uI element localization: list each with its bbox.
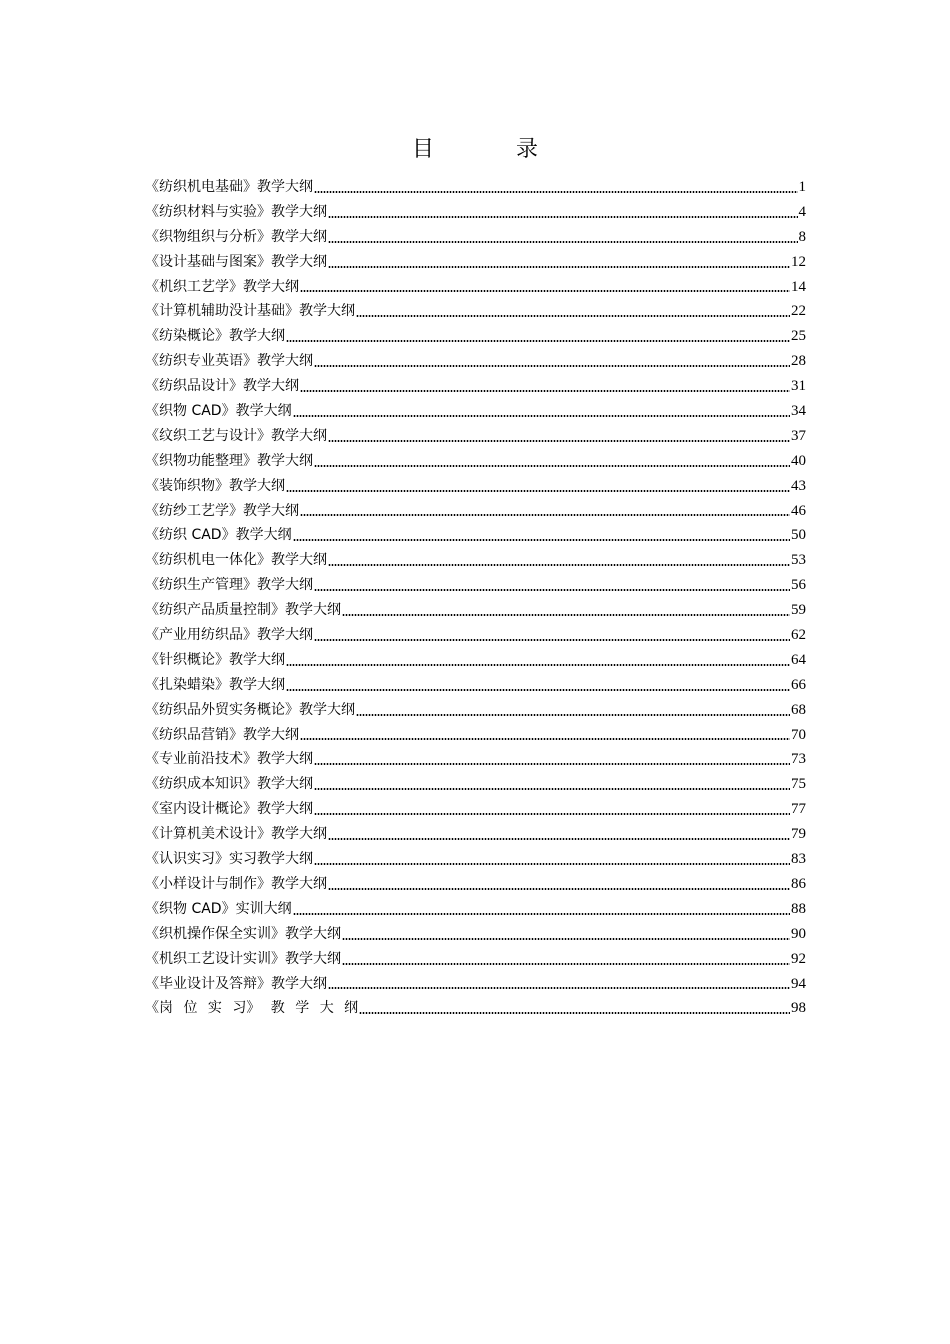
- page-title: 目 录: [411, 137, 568, 162]
- toc-entry[interactable]: [145, 822, 806, 847]
- dot-leader: [356, 315, 790, 317]
- toc-entry[interactable]: [145, 847, 806, 872]
- dot-leader: [342, 938, 790, 940]
- toc-entry-page-number: 1: [798, 179, 806, 195]
- toc-entry-page-number: 12: [791, 253, 806, 270]
- toc-entry-title: 《装饰织物》教学大纲: [145, 477, 285, 494]
- dot-leader: [328, 440, 790, 442]
- toc-entry-title: 《纺织品营销》教学大纲: [145, 726, 299, 743]
- toc-entry-title: 《纺织成本知识》教学大纲: [145, 776, 313, 793]
- toc-entry-title: 《纺织生产管理》教学大纲: [145, 577, 313, 594]
- toc-entry[interactable]: [145, 623, 806, 648]
- toc-entry-page-number: 66: [791, 676, 806, 693]
- dot-leader: [359, 1012, 790, 1014]
- toc-entry-page-number: 62: [791, 627, 806, 644]
- toc-entry-title: 《纺织机电一体化》教学大纲: [145, 552, 327, 569]
- toc-entry[interactable]: [145, 673, 806, 698]
- dot-leader: [314, 191, 798, 193]
- toc-entry-page-number: 86: [791, 875, 806, 892]
- toc-entry[interactable]: [145, 225, 806, 250]
- toc-entry-title: 《纺织产品质量控制》教学大纲: [145, 602, 341, 619]
- toc-entry-title: 《织机操作保全实训》教学大纲: [145, 925, 341, 942]
- toc-entry-page-number: 92: [791, 950, 806, 967]
- toc-entry-title: 《设计基础与图案》教学大纲: [145, 253, 327, 270]
- dot-leader: [300, 390, 790, 392]
- toc-entry-page-number: 59: [791, 602, 806, 619]
- toc-entry[interactable]: [145, 474, 806, 499]
- toc-entry[interactable]: [145, 972, 806, 997]
- dot-leader: [328, 564, 790, 566]
- toc-entry-page-number: 14: [791, 278, 806, 295]
- toc-entry-title: 《计算机辅助没计基础》教学大纲: [145, 303, 355, 320]
- toc-entry-title: 《织物 CAD》教学大纲: [145, 403, 292, 420]
- toc-entry-title: 《纺染概论》教学大纲: [145, 328, 285, 345]
- toc-entry-title: 《纺纱工艺学》教学大纲: [145, 502, 299, 519]
- toc-entry-page-number: 98: [791, 1000, 806, 1017]
- toc-entry-page-number: 88: [791, 900, 806, 917]
- toc-entry[interactable]: [145, 772, 806, 797]
- table-of-contents: [145, 175, 806, 1021]
- toc-entry[interactable]: [145, 349, 806, 374]
- toc-entry-title: 《纺织机电基础》教学大纲: [145, 179, 313, 195]
- toc-entry[interactable]: [145, 449, 806, 474]
- toc-entry[interactable]: [145, 548, 806, 573]
- toc-entry-page-number: 22: [791, 303, 806, 320]
- toc-entry-title: 《机织工艺设计实训》教学大纲: [145, 950, 341, 967]
- toc-entry[interactable]: [145, 200, 806, 225]
- toc-entry-title: 《产业用纺织品》教学大纲: [145, 627, 313, 644]
- dot-leader: [314, 763, 790, 765]
- toc-entry[interactable]: [145, 797, 806, 822]
- toc-entry-title: 《毕业设计及答辩》教学大纲: [145, 975, 327, 992]
- toc-entry[interactable]: [145, 523, 806, 548]
- toc-entry-title: 《纺织材料与实验》教学大纲: [145, 203, 327, 220]
- toc-entry[interactable]: [145, 175, 806, 200]
- toc-entry-page-number: 50: [791, 527, 806, 544]
- dot-leader: [314, 813, 790, 815]
- toc-entry[interactable]: [145, 897, 806, 922]
- toc-entry-page-number: 75: [791, 776, 806, 793]
- toc-entry[interactable]: [145, 250, 806, 275]
- dot-leader: [314, 365, 790, 367]
- toc-entry-title: 《纺织品设计》教学大纲: [145, 378, 299, 395]
- toc-entry-title: 《机织工艺学》教学大纲: [145, 278, 299, 295]
- dot-leader: [356, 714, 790, 716]
- toc-entry-page-number: 73: [791, 751, 806, 768]
- toc-entry[interactable]: [145, 399, 806, 424]
- dot-leader: [328, 216, 798, 218]
- toc-entry-page-number: 46: [791, 502, 806, 519]
- dot-leader: [300, 514, 790, 516]
- dot-leader: [328, 266, 790, 268]
- toc-entry-page-number: 28: [791, 353, 806, 370]
- dot-leader: [293, 415, 790, 417]
- dot-leader: [342, 614, 790, 616]
- dot-leader: [286, 490, 790, 492]
- toc-entry-page-number: 64: [791, 651, 806, 668]
- toc-entry[interactable]: [145, 698, 806, 723]
- toc-entry[interactable]: [145, 598, 806, 623]
- toc-entry-title: 《专业前沿技术》教学大纲: [145, 751, 313, 768]
- dot-leader: [314, 589, 790, 591]
- dot-leader: [300, 290, 790, 292]
- dot-leader: [314, 863, 790, 865]
- dot-leader: [293, 539, 790, 541]
- toc-entry-page-number: 79: [791, 826, 806, 843]
- toc-entry[interactable]: [145, 747, 806, 772]
- toc-entry[interactable]: [145, 573, 806, 598]
- dot-leader: [328, 888, 790, 890]
- dot-leader: [314, 639, 790, 641]
- toc-entry-page-number: 68: [791, 701, 806, 718]
- dot-leader: [286, 664, 790, 666]
- toc-entry-title: 《纺织品外贸实务概论》教学大纲: [145, 701, 355, 718]
- dot-leader: [328, 987, 790, 989]
- toc-entry[interactable]: [145, 872, 806, 897]
- dot-leader: [314, 465, 790, 467]
- toc-entry-page-number: 56: [791, 577, 806, 594]
- toc-entry-page-number: 90: [791, 925, 806, 942]
- toc-entry-title: 《扎染蜡染》教学大纲: [145, 676, 285, 693]
- toc-entry[interactable]: [145, 299, 806, 324]
- toc-entry[interactable]: [145, 648, 806, 673]
- toc-entry-title: 《室内设计概论》教学大纲: [145, 801, 313, 818]
- toc-entry[interactable]: [145, 424, 806, 449]
- toc-entry-page-number: 40: [791, 452, 806, 469]
- toc-entry-page-number: 34: [791, 403, 806, 420]
- toc-entry-page-number: 43: [791, 477, 806, 494]
- toc-entry-title: 《针织概论》教学大纲: [145, 651, 285, 668]
- dot-leader: [342, 963, 790, 965]
- toc-entry-page-number: 4: [798, 203, 806, 220]
- dot-leader: [314, 788, 790, 790]
- toc-entry-title: 《织物组织与分析》教学大纲: [145, 228, 327, 245]
- toc-entry[interactable]: [145, 499, 806, 524]
- toc-entry-title: 《织物功能整理》教学大纲: [145, 452, 313, 469]
- toc-entry-page-number: 53: [791, 552, 806, 569]
- toc-entry[interactable]: [145, 324, 806, 349]
- toc-entry[interactable]: [145, 922, 806, 947]
- toc-entry[interactable]: [145, 947, 806, 972]
- toc-entry[interactable]: [145, 996, 806, 1021]
- toc-entry-page-number: 25: [791, 328, 806, 345]
- toc-entry-page-number: 83: [791, 851, 806, 868]
- toc-entry-page-number: 77: [791, 801, 806, 818]
- dot-leader: [286, 689, 790, 691]
- toc-entry-title: 《计算机美术设计》教学大纲: [145, 826, 327, 843]
- toc-entry-page-number: 94: [791, 975, 806, 992]
- toc-entry-page-number: 70: [791, 726, 806, 743]
- toc-entry[interactable]: [145, 374, 806, 399]
- toc-entry-title: 《纺织专业英语》教学大纲: [145, 353, 313, 370]
- dot-leader: [328, 838, 790, 840]
- dot-leader: [286, 340, 790, 342]
- toc-entry-title: 《纺织 CAD》教学大纲: [145, 527, 292, 544]
- toc-entry[interactable]: [145, 723, 806, 748]
- toc-entry-page-number: 31: [791, 378, 806, 395]
- toc-entry-title: 《认识实习》实习教学大纲: [145, 851, 313, 868]
- dot-leader: [328, 241, 798, 243]
- toc-entry-page-number: 37: [791, 427, 806, 444]
- toc-entry-title: 《纹织工艺与设计》教学大纲: [145, 427, 327, 444]
- toc-entry-title: 《岗 位 实 习》 教 学 大 纲: [145, 1000, 359, 1017]
- toc-entry-page-number: 8: [798, 228, 806, 245]
- dot-leader: [293, 913, 790, 915]
- dot-leader: [300, 738, 790, 740]
- toc-entry-title: 《小样设计与制作》教学大纲: [145, 875, 327, 892]
- toc-entry-title: 《织物 CAD》实训大纲: [145, 900, 292, 917]
- toc-entry[interactable]: [145, 275, 806, 300]
